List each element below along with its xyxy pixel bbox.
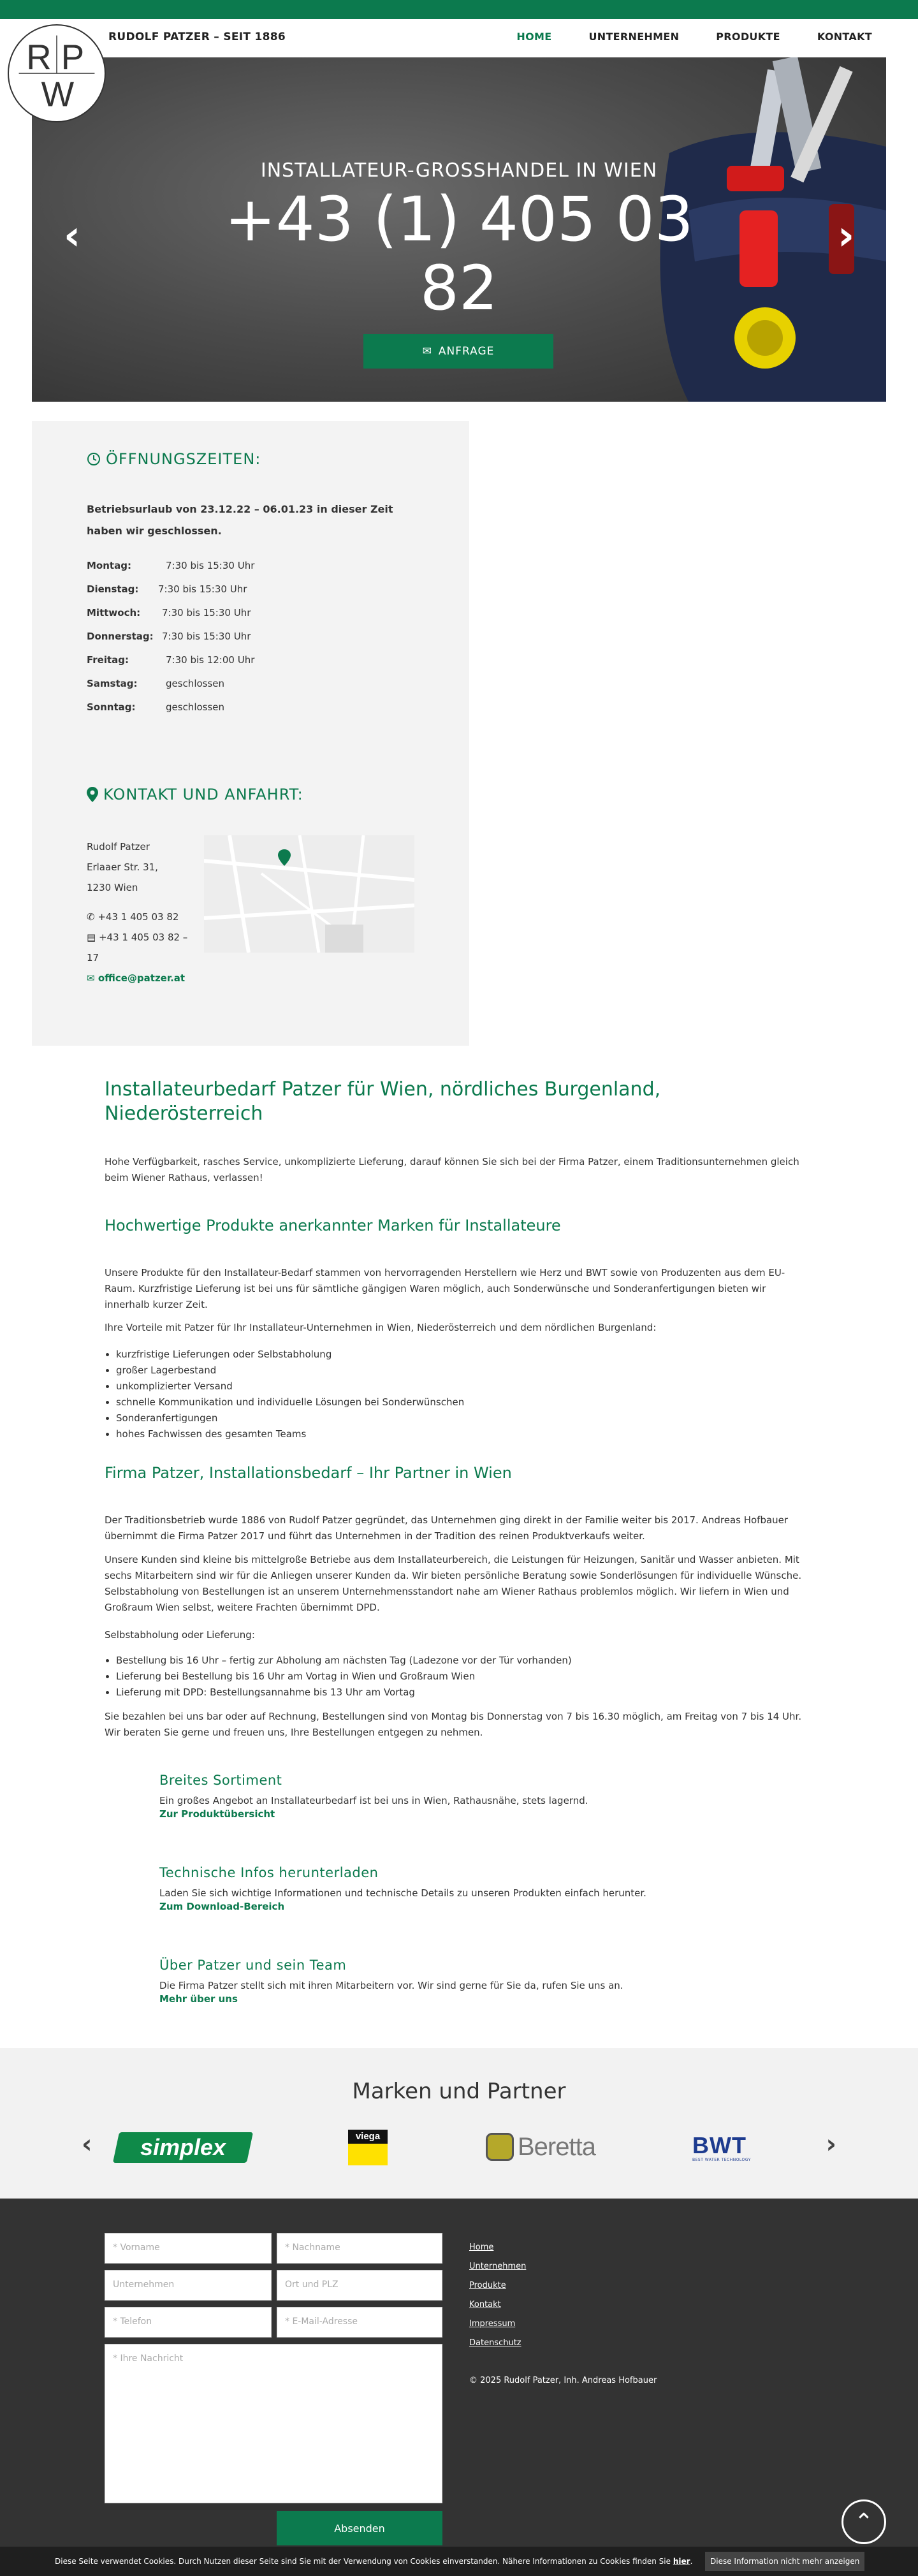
vorname-field[interactable] <box>105 2233 272 2264</box>
payment-text: Sie bezahlen bei uns bar oder auf Rechnung, Bestellungen sind von Montag bis Donnerstag von 7 bis 16.30 möglich, am Freitag von 7 bis 14 Uhr. Wir beraten Sie gerne und freuen uns, Ihre Bestellungen entgegen zu nehmen. <box>105 1711 802 1738</box>
unternehmen-placeholder: Unternehmen <box>113 2280 175 2290</box>
list-item: • Lieferung bei Bestellung bis 16 Uhr am Vortag in Wien und Großraum Wien <box>116 1669 813 1685</box>
feature-text: Die Firma Patzer stellt sich mit ihren Mitarbeitern vor. Wir sind gerne für Sie da, rufen Sie uns an. <box>159 1980 623 1991</box>
main-heading: Installateurbedarf Patzer für Wien, nördliches Burgenland, Niederösterreich <box>105 1078 661 1125</box>
list-item: • Lieferung mit DPD: Bestellungsannahme bis 13 Uhr am Vortag <box>116 1685 813 1701</box>
customers-text: Unsere Kunden sind kleine bis mittelgroße Betriebe aus dem Installateurbereich, die Leistungen für Heizungen, Sanitär und Wasser anbieten. Mit sechs Mitarbeitern sind wir für die Anliegen unserer Kunden da. Wir bieten persönliche Beratung sowie Sonderlösungen für individuelle Wünsche. Selbstabholung von Bestellungen ist an unserem Unternehmensstandort nahe am Wiener Rathaus problemlos möglich. Wir liefern in Wien und Großraum Wien selbst, weitere Frachten übernimmt DPD. <box>105 1554 802 1613</box>
partners-prev-button[interactable] <box>82 2130 92 2159</box>
scroll-to-top-button[interactable] <box>841 2499 886 2544</box>
hours-day: Mittwoch: <box>87 606 141 618</box>
submit-button[interactable]: Absenden <box>277 2511 442 2545</box>
bwt-text: BWT <box>692 2132 747 2158</box>
contact-email-text: office@patzer.at <box>98 972 186 984</box>
partners-title: Marken und Partner <box>352 2079 566 2104</box>
chevron-left-icon: ‹ <box>63 212 81 260</box>
partner-logo-viega[interactable] <box>348 2130 388 2165</box>
nachricht-placeholder: * Ihre Nachricht <box>113 2353 184 2364</box>
list-item: • kurzfristige Lieferungen oder Selbstabholung <box>116 1347 813 1363</box>
contact-street: Erlaaer Str. 31, <box>87 861 158 873</box>
advantages-text: Ihre Vorteile mit Patzer für Ihr Installateur-Unternehmen in Wien, Niederösterreich und dem nördlichen Burgenland: <box>105 1322 657 1333</box>
cookie-message: Diese Seite verwendet Cookies. Durch Nutzen dieser Seite sind Sie mit der Verwendung von Cookies einverstanden. Nähere Informationen zu Cookies finden Sie <box>55 2557 671 2566</box>
ort-placeholder: Ort und PLZ <box>285 2280 339 2290</box>
partner-logo-simplex[interactable] <box>113 2132 253 2163</box>
anfrage-button[interactable] <box>363 334 553 369</box>
advantages-list <box>105 1347 813 1442</box>
hours-row <box>87 624 254 648</box>
partner-heading: Firma Patzer, Installationsbedarf – Ihr Partner in Wien <box>105 1464 512 1482</box>
history-text: Der Traditionsbetrieb wurde 1886 von Rudolf Patzer gegründet, das Unternehmen ging direkt in der Familie weiter bis 2017. Andreas Hofbauer übernimmt die Firma Patzer 2017 und führt das Unternehmen in der Tradition des reinen Produktverkaufs weiter. <box>105 1514 789 1542</box>
hours-day: Sonntag: <box>87 701 136 713</box>
produktuebersicht-link[interactable]: Zur Produktübersicht <box>159 1808 275 1820</box>
team-link[interactable]: Mehr über uns <box>159 1993 238 2005</box>
hours-day: Donnerstag: <box>87 630 154 642</box>
list-item: • großer Lagerbestand <box>116 1363 813 1379</box>
hero-phone <box>32 185 886 323</box>
email-field[interactable] <box>277 2307 442 2338</box>
feature-title: Über Patzer und sein Team <box>159 1958 347 1973</box>
hours-time: 7:30 bis 15:30 Uhr <box>162 630 251 642</box>
list-item: • Sonderanfertigungen <box>116 1410 813 1426</box>
nachname-field[interactable] <box>277 2233 442 2264</box>
logo-letter-r: R <box>26 38 52 77</box>
download-link[interactable]: Zum Download-Bereich <box>159 1901 285 1912</box>
hours-time: geschlossen <box>166 701 225 713</box>
contact-title <box>87 786 303 803</box>
list-item: • unkomplizierter Versand <box>116 1379 813 1394</box>
vorname-placeholder: * Vorname <box>113 2243 160 2253</box>
cookie-info-link[interactable]: hier <box>673 2557 690 2566</box>
contact-email[interactable] <box>87 968 195 988</box>
info-box <box>32 421 469 1046</box>
hero-slider <box>32 57 886 402</box>
phone-icon: ✆ <box>87 911 95 923</box>
delivery-intro: Selbstabholung oder Lieferung: <box>105 1629 255 1641</box>
logo-letter-p: P <box>61 38 85 77</box>
chevron-right-icon: › <box>837 212 855 260</box>
cookie-dismiss-button[interactable]: Diese Information nicht mehr anzeigen <box>705 2552 864 2571</box>
nav-unternehmen[interactable]: UNTERNEHMEN <box>588 31 680 43</box>
hours-title-text: ÖFFNUNGSZEITEN: <box>106 450 261 468</box>
nachname-placeholder: * Nachname <box>285 2243 340 2253</box>
chevron-up-icon: ⌃ <box>854 2508 874 2535</box>
feature-sortiment <box>159 1773 733 1820</box>
delivery-list <box>105 1653 813 1701</box>
footer-link-home[interactable]: Home <box>469 2243 494 2252</box>
nachricht-field[interactable] <box>105 2344 442 2503</box>
contact-name: Rudolf Patzer <box>87 841 150 853</box>
contact-phone-text: +43 1 405 03 82 <box>98 911 179 923</box>
footer-link-impressum[interactable]: Impressum <box>469 2319 516 2329</box>
footer-link-produkte[interactable]: Produkte <box>469 2281 506 2290</box>
feature-text: Laden Sie sich wichtige Informationen und technische Details zu unseren Produkten einfach herunter. <box>159 1887 646 1899</box>
hours-time: 7:30 bis 15:30 Uhr <box>166 559 255 571</box>
hero-subtitle: INSTALLATEUR-GROSSHANDEL IN WIEN <box>260 159 658 182</box>
hours-day: Samstag: <box>87 677 138 689</box>
opening-hours <box>87 553 254 719</box>
hours-row <box>87 648 254 671</box>
map-streets <box>204 835 414 953</box>
footer-link-kontakt[interactable]: Kontakt <box>469 2300 501 2309</box>
beretta-text: Beretta <box>518 2132 595 2161</box>
chevron-left-icon: ‹ <box>82 2130 92 2159</box>
logo[interactable] <box>8 24 106 122</box>
contact-details <box>87 837 195 988</box>
contact-fax-text: +43 1 405 03 82 – 17 <box>87 932 188 963</box>
hours-row <box>87 553 254 577</box>
hours-day: Montag: <box>87 559 131 571</box>
brand-name: RUDOLF PATZER – SEIT 1886 <box>108 31 286 43</box>
chevron-right-icon: › <box>826 2130 836 2159</box>
nav-produkte[interactable]: PRODUKTE <box>716 31 780 43</box>
envelope-icon: ✉ <box>422 345 432 358</box>
telefon-placeholder: * Telefon <box>113 2316 152 2327</box>
viega-text: viega <box>355 2131 381 2142</box>
hours-row <box>87 695 254 719</box>
hours-row <box>87 577 254 601</box>
hours-title <box>87 450 261 468</box>
map-marker-icon <box>87 787 98 802</box>
beretta-mark <box>486 2133 514 2161</box>
partners-next-button[interactable] <box>826 2130 836 2159</box>
list-item: • Bestellung bis 16 Uhr – fertig zur Abholung am nächsten Tag (Ladezone vor der Tür vorhanden) <box>116 1653 813 1669</box>
footer-links <box>469 2238 526 2353</box>
fax-icon: ▤ <box>87 932 96 943</box>
hours-row <box>87 601 254 624</box>
hours-row <box>87 671 254 695</box>
feature-downloads <box>159 1865 733 1912</box>
clock-icon <box>87 452 101 466</box>
bwt-tagline: BEST WATER TECHNOLOGY <box>692 2158 751 2162</box>
footer <box>0 2199 918 2576</box>
map[interactable] <box>204 835 414 953</box>
hero-phone-line1: +43 (1) 405 03 <box>224 184 694 255</box>
hours-time: 7:30 bis 12:00 Uhr <box>166 654 255 666</box>
feature-title: Breites Sortiment <box>159 1773 282 1788</box>
hours-time: 7:30 bis 15:30 Uhr <box>162 606 251 618</box>
list-item: • hohes Fachwissen des gesamten Teams <box>116 1426 813 1442</box>
hours-time: 7:30 bis 15:30 Uhr <box>158 583 247 595</box>
cookie-text: Diese Seite verwendet Cookies. Durch Nutzen dieser Seite sind Sie mit der Verwendung von Cookies einverstanden. Nähere Informationen zu Cookies finden Sie hier. <box>55 2557 693 2566</box>
products-text: Unsere Produkte für den Installateur-Bedarf stammen von hervorragenden Herstellern wie Herz und BWT sowie von Produzenten aus dem EU-Raum. Kurzfristige Lieferung ist bei uns für sämtliche gängigen Waren möglich, auch Sonderwünsche und Sonderanfertigungen bieten wir innerhalb kurzer Zeit. <box>105 1267 785 1310</box>
nav-home[interactable]: HOME <box>516 31 552 43</box>
feature-team <box>159 1958 733 2005</box>
intro-text: Hohe Verfügbarkeit, rasches Service, unkomplizierte Lieferung, darauf können Sie sich bei der Firma Patzer, einem Traditionsunternehmen gleich beim Wiener Rathaus, verlassen! <box>105 1156 799 1183</box>
email-placeholder: * E-Mail-Adresse <box>285 2316 358 2327</box>
footer-link-datenschutz[interactable]: Datenschutz <box>469 2338 521 2348</box>
holiday-notice: Betriebsurlaub von 23.12.22 – 06.01.23 in dieser Zeit haben wir geschlossen. <box>87 503 393 537</box>
main-nav <box>516 31 872 43</box>
partner-logo-bwt[interactable] <box>692 2132 770 2164</box>
feature-text: Ein großes Angebot an Installateurbedarf ist bei uns in Wien, Rathausnähe, stets lagernd. <box>159 1795 588 1806</box>
site-header <box>0 19 918 114</box>
copyright: © 2025 Rudolf Patzer, Inh. Andreas Hofbauer <box>469 2376 657 2385</box>
envelope-icon: ✉ <box>87 972 95 984</box>
logo-letter-w: W <box>41 75 75 114</box>
simplex-text: simplex <box>140 2134 226 2160</box>
list-item: • schnelle Kommunikation und individuelle Lösungen bei Sonderwünschen <box>116 1394 813 1410</box>
unternehmen-field[interactable] <box>105 2270 272 2301</box>
feature-title: Technische Infos herunterladen <box>159 1865 379 1880</box>
footer-link-unternehmen[interactable]: Unternehmen <box>469 2262 527 2271</box>
hours-time: geschlossen <box>166 677 225 689</box>
nav-kontakt[interactable]: KONTAKT <box>817 31 872 43</box>
hours-day: Freitag: <box>87 654 129 666</box>
hero-phone-line2: 82 <box>419 252 499 324</box>
partners-section <box>0 2048 918 2199</box>
cookie-banner <box>0 2547 918 2576</box>
ort-field[interactable] <box>277 2270 442 2301</box>
products-heading: Hochwertige Produkte anerkannter Marken für Installateure <box>105 1217 561 1234</box>
top-accent-bar <box>0 0 918 19</box>
contact-city: 1230 Wien <box>87 882 138 893</box>
contact-fax <box>87 927 195 968</box>
telefon-field[interactable] <box>105 2307 272 2338</box>
hours-day: Dienstag: <box>87 583 139 595</box>
contact-title-text: KONTAKT UND ANFAHRT: <box>103 786 303 803</box>
partner-logo-beretta[interactable] <box>486 2131 613 2163</box>
anfrage-label: ANFRAGE <box>438 345 495 358</box>
contact-phone[interactable] <box>87 907 195 927</box>
